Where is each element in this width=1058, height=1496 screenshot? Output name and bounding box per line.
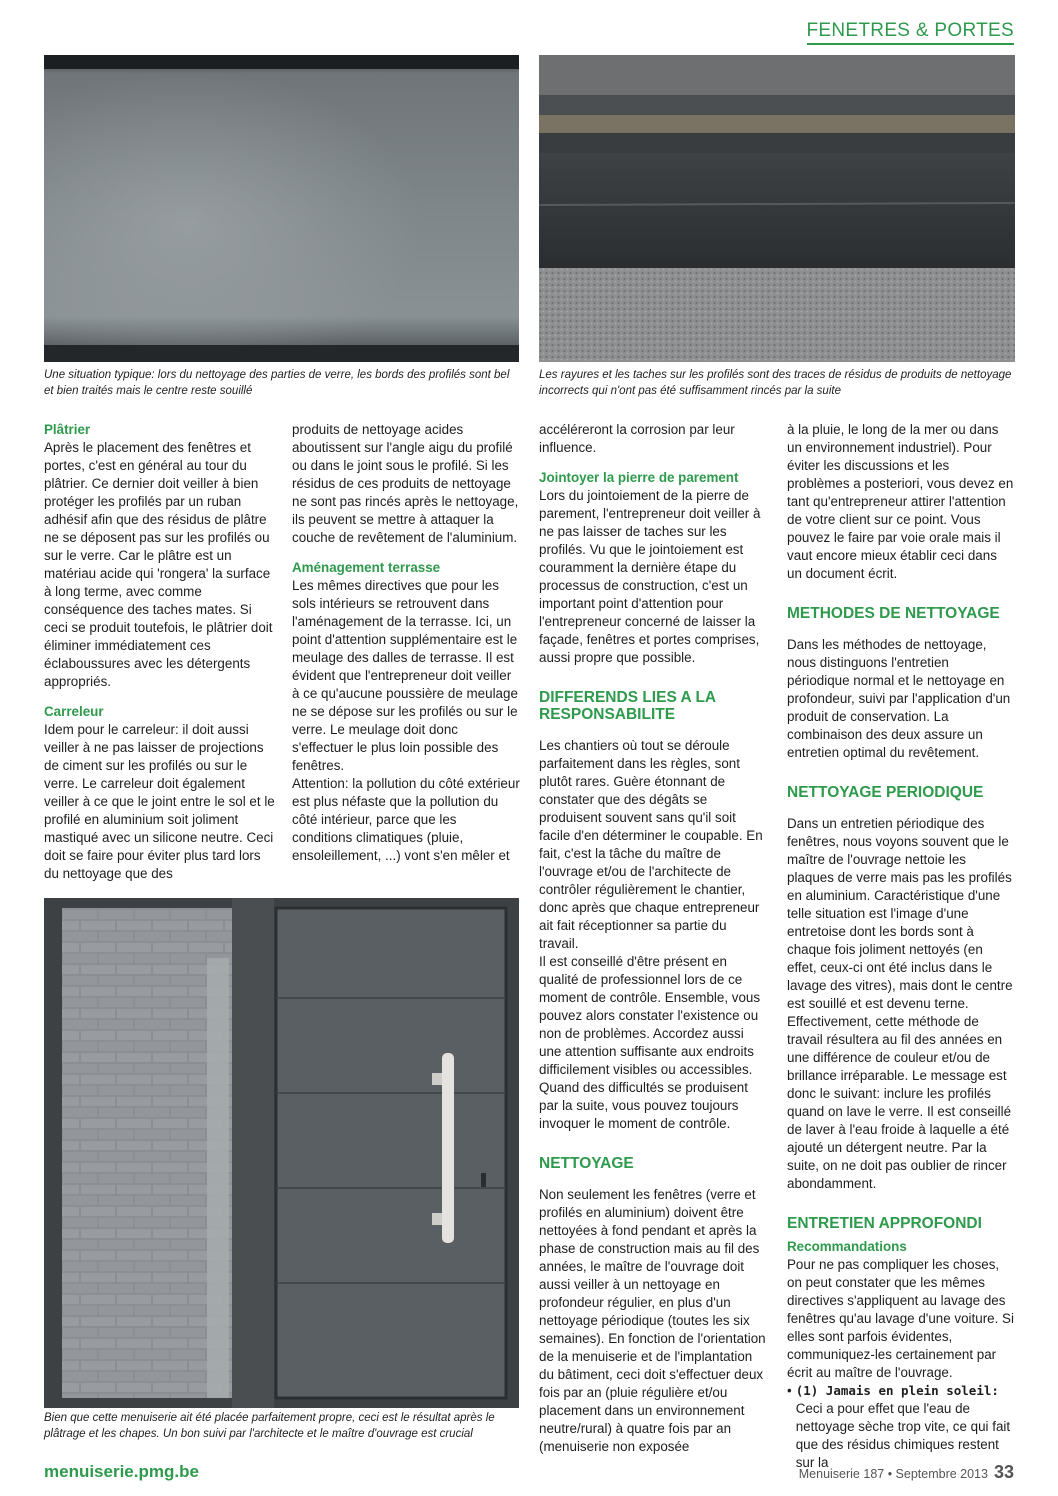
footer-site-link[interactable]: menuiserie.pmg.be: [44, 1462, 199, 1481]
paragraph-differends-1: Les chantiers où tout se déroule parfaitement dans les règles, sont plutôt rares. Guère étonnant de constater que des dégâts se produisent souvent sans qu'il soit facile d'en déterminer le coupable. En fait, c'est la tâche du maître de l'ouvrage et/ou de l'architecte de contrôler régulièrement le chantier, donc après que chaque entrepreneur ait fait réceptionner sa partie du travail.: [539, 738, 763, 951]
paragraph-terrasse: Les mêmes directives que pour les sols intérieurs se retrouvent dans l'aménagement de la terrasse. Ici, un point d'attention supplémentaire est le meulage des dalles de terrasse. Il est évident que l'entrepreneur doit veiller à ce qu'aucune poussière de meulage ne se dépose sur les profilés ou sur le verre. Le meulage doit donc s'effectuer le plus loin possible des fenêtres.: [292, 578, 518, 773]
bullet-text: Ceci a pour effet que l'eau de nettoyage sèche trop vite, ce qui fait que des résidus chimiques restent sur la: [795, 1401, 1011, 1470]
bullet-item: [787, 1382, 1015, 1472]
paragraph-jointoyer: Lors du jointoiement de la pierre de parement, l'entrepreneur doit veiller à ne pas laisser de taches sur les profilés. Vu que le jointoiement est couramment la dernière étape du processus de construction, c'est un important point d'attention pour l'entrepreneur concerné de laisser la façade, fenêtres et portes comprises, aussi propre que possible.: [539, 488, 761, 665]
bullet-dot: •: [787, 1383, 792, 1398]
paragraph-attention: Attention: la pollution du côté extérieur est plus néfaste que la pollution du côté intérieur, parce que les conditions climatiques (pluie, ensoleillement, ...) vont s'en mêler et: [292, 776, 520, 863]
caption-photo-2: Les rayures et les taches sur les profilés sont des traces de résidus de produits de nettoyage incorrects qui n'ont pas été suffisamment rincés par la suite: [539, 369, 1012, 397]
column-2: [292, 421, 520, 865]
paragraph-continued: produits de nettoyage acides aboutissent sur l'angle aigu du profilé ou dans le joint sous le profilé. Si les résidus de ces produits de nettoyage ne sont pas rincés après le nettoyage, ils peuvent se mettre à attaquer la couche de revêtement de l'aluminium.: [292, 422, 519, 545]
photo-profile-smudged: [44, 55, 519, 362]
heading-differends: DIFFERENDS LIES A LA RESPONSABILITE: [539, 689, 716, 723]
heading-methodes: METHODES DE NETTOYAGE: [787, 605, 1000, 622]
footer-issue: [799, 1462, 1014, 1483]
heading-entretien: ENTRETIEN APPROFONDI: [787, 1215, 982, 1232]
paragraph-nettoyage: Non seulement les fenêtres (verre et profilés en aluminium) doivent être nettoyées à fond pendant et après la phase de construction mais au fil des années, le maître de l'ouvrage doit aussi veiller à un nettoyage en profondeur régulier, en plus d'un nettoyage périodique (toutes les six semaines). En fonction de l'orientation de la menuiserie et de l'implantation du bâtiment, ceci doit s'effectuer deux fois par an (pluie régulière et/ou placement dans un environnement neutre/rural) à quatre fois par an (menuiserie non exposée: [539, 1187, 766, 1454]
photo-door: [44, 898, 519, 1408]
column-4: [787, 421, 1015, 1472]
heading-recommandations: Recommandations: [787, 1239, 907, 1254]
paragraph-differends-2: Il est conseillé d'être présent en qualité de professionnel lors de ce moment de contrôle. Ensemble, vous pouvez alors constater l'existence ou non de problèmes. Accordez aussi une attention suffisante aux endroits difficilement visibles ou accessibles. Quand des difficultés se produisent par la suite, vous pouvez toujours invoquer le moment de contrôle.: [539, 954, 761, 1131]
paragraph-continued: accéléreront la corrosion par leur influence.: [539, 422, 735, 455]
paragraph-methodes: Dans les méthodes de nettoyage, nous distinguons l'entretien périodique normal et le nettoyage en profondeur, suivi par l'application d'un produit de conservation. La combinaison des deux assure un entretien optimal du revêtement.: [787, 637, 1011, 760]
heading-terrasse: Aménagement terrasse: [292, 560, 441, 575]
column-3: [539, 421, 767, 1456]
caption-photo-3: Bien que cette menuiserie ait été placée parfaitement propre, ceci est le résultat après le plâtrage et les chapes. Un bon suivi par l'architecte et le maître d'ouvrage est crucial: [44, 1412, 495, 1440]
page-number: 33: [993, 1462, 1014, 1482]
caption-photo-1: Une situation typique: lors du nettoyage des parties de verre, les bords des profilés sont bel et bien traités mais le centre reste souillé: [44, 369, 510, 397]
heading-jointoyer: Jointoyer la pierre de parement: [539, 470, 739, 485]
paragraph-periodique: Dans un entretien périodique des fenêtres, nous voyons souvent que le maître de l'ouvrage nettoie les plaques de verre mais pas les profilés en aluminium. Caractéristique d'une telle situation est l'image d'une entretoise dont les bords sont à chaque fois joliment nettoyés (en effet, ceux-ci ont été inclus dans le lavage des vitres), mais dont le centre est souillé et est devenu terne. Effectivement, cette méthode de travail résultera au fil des années en une différence de couleur et/ou de brillance irréparable. Le message est donc le suivant: inclure les profilés quand on lave le verre. Il est conseillé de laver à l'eau froide à laquelle a été ajouté un détergent neutre. Par la suite, on ne doit pas oublier de rincer abondamment.: [787, 816, 1013, 1191]
section-title: FENETRES & PORTES: [807, 20, 1014, 45]
paragraph-continued: à la pluie, le long de la mer ou dans un environnement industriel). Pour éviter les discussions et les problèmes a posteriori, vous devez en tant qu'entrepreneur attirer l'attention de votre client sur ce point. Vous pouvez le faire par voie orale mais il vaut encore mieux établir ceci dans un document écrit.: [787, 422, 1014, 581]
footer-issue-text: Menuiserie 187 • Septembre 2013: [798, 1467, 988, 1481]
heading-carreleur: Carreleur: [44, 704, 104, 719]
column-1: [44, 421, 276, 883]
paragraph-carreleur: Idem pour le carreleur: il doit aussi veiller à ne pas laisser de projections de ciment sur les profilés ou sur le verre. Le carreleur doit également veiller à ce que le joint entre le sol et le profilé en aluminium soit joliment mastiqué avec un silicone neutre. Ceci doit se faire pour éviter plus tard lors du nettoyage que des: [44, 722, 275, 881]
bullet-label: (1) Jamais en plein soleil:: [795, 1383, 999, 1398]
photo-profile-streaks: [539, 55, 1015, 362]
heading-nettoyage: NETTOYAGE: [539, 1155, 634, 1172]
heading-periodique: NETTOYAGE PERIODIQUE: [787, 784, 984, 801]
heading-platrier: Plâtrier: [44, 422, 91, 437]
paragraph-recommandations: Pour ne pas compliquer les choses, on peut constater que les mêmes directives s'appliquent au lavage des fenêtres qu'au lavage d'une voiture. Si elles sont parfois évidentes, communiquez-les certainement par écrit au maître de l'ouvrage.: [787, 1257, 1014, 1380]
bullet-content: [796, 1382, 1015, 1472]
paragraph-platrier: Après le placement des fenêtres et portes, c'est en général au tour du plâtrier. Ce dernier doit veiller à bien protéger les profilés par un ruban adhésif afin que des résidus de plâtre ne se déposent pas sur les profilés ou sur le verre. Car le plâtre est un matériau acide qui 'rongera' la surface à long terme, avec comme conséquence des taches mates. Si ceci se produit toutefois, le plâtrier doit éliminer immédiatement ces éclaboussures avec les détergents appropriés.: [44, 440, 273, 689]
